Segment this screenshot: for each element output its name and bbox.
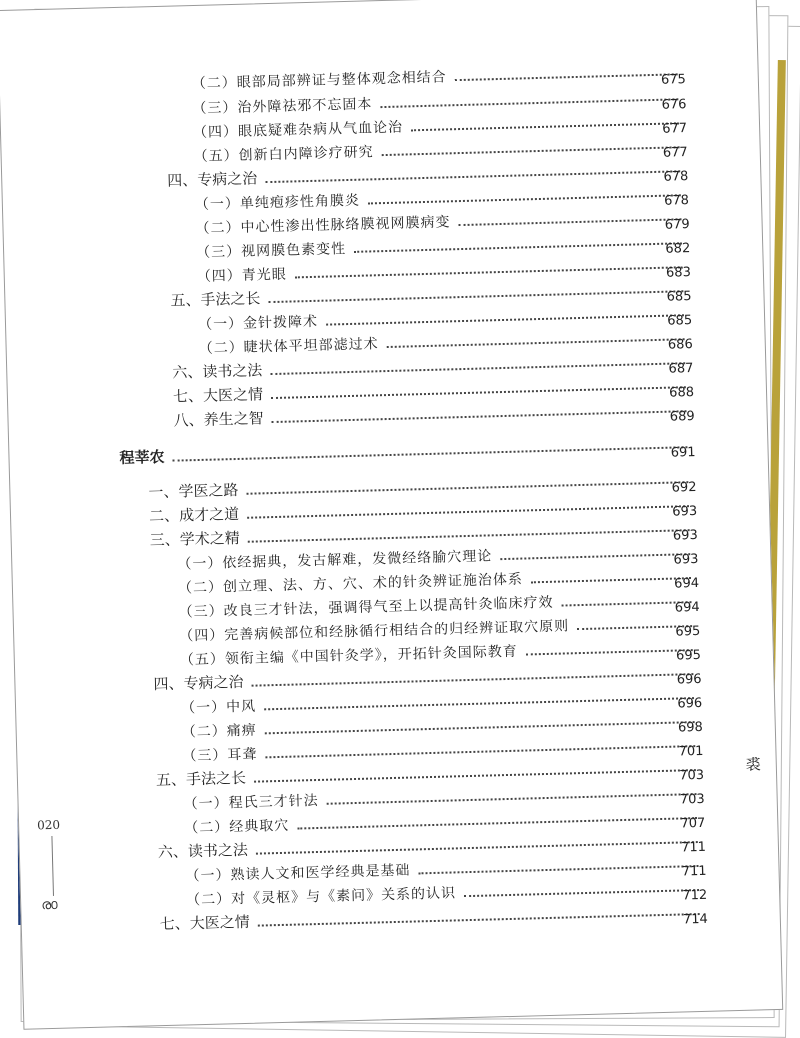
toc-label: （三）耳聋 (182, 746, 258, 765)
toc-page-number: 678 (663, 193, 690, 209)
toc-label: 四、专病之治 (167, 169, 258, 190)
toc-leader-dots (258, 913, 700, 927)
page-number: 020 (36, 817, 61, 833)
toc-leader-dots (500, 553, 690, 560)
toc-page-number: 682 (665, 241, 691, 257)
toc-label: （一）依经据典，发古解难，发微经络腧穴理论 (177, 548, 493, 573)
toc-label: 八、养生之智 (173, 409, 264, 430)
toc-leader-dots (459, 218, 682, 226)
toc-label: 五、手法之长 (155, 768, 247, 790)
toc-label: （三）视网膜色素变性 (195, 241, 347, 261)
toc-page-number: 696 (676, 671, 702, 688)
toc-label: （四）完善病候部位和经脉循行相结合的归经辨证取穴原则 (179, 618, 570, 645)
toc-leader-dots (464, 889, 699, 897)
toc-page-number: 703 (679, 767, 705, 784)
side-character: 裘 (745, 755, 762, 774)
toc-label: （五）领衔主编《中国针灸学》，开拓针灸国际教育 (179, 643, 518, 669)
toc-page-number: 677 (662, 121, 688, 137)
ornament-icon: ര൦ (41, 896, 57, 914)
toc-page-number: 678 (663, 169, 689, 185)
toc-page-number: 686 (667, 337, 693, 353)
toc-page-number: 701 (678, 743, 704, 760)
toc-page-number: 691 (670, 444, 696, 461)
toc-page-number: 698 (677, 719, 703, 736)
toc-page-number: 711 (680, 839, 707, 856)
toc-label: （五）创新白内障诊疗研究 (193, 144, 374, 166)
toc-page-number: 693 (673, 551, 699, 568)
toc-label: （二）睫状体平坦部滤过术 (198, 336, 379, 357)
toc-page-number: 703 (679, 791, 705, 808)
toc-label: 程莘农 (119, 447, 165, 468)
toc-leader-dots (368, 194, 681, 204)
toc-label: （一）金针拨障术 (197, 313, 319, 333)
toc-page-number: 694 (674, 575, 700, 592)
toc-page-number: 694 (674, 599, 700, 616)
toc-label: （一）熟读人文和医学经典是基础 (185, 862, 411, 885)
toc-page-number: 679 (664, 217, 690, 233)
toc-label: （二）中心性渗出性脉络膜视网膜病变 (195, 214, 451, 237)
toc-page-number: 712 (682, 887, 708, 904)
toc-label: （三）治外障祛邪不忘固本 (192, 96, 373, 118)
toc-label: （二）创立理、法、方、穴、术的针灸辨证施治体系 (177, 571, 524, 597)
toc-label: （三）改良三才针法，强调得气至上以提高针灸临床疗效 (178, 594, 554, 621)
toc-label: 二、成才之道 (148, 504, 240, 526)
toc-label: （二）对《灵枢》与《素问》关系的认识 (185, 885, 457, 909)
toc-label: （一）单纯疱疹性角膜炎 (194, 192, 361, 213)
toc-page-number: 687 (668, 361, 694, 377)
toc-leader-dots (272, 410, 687, 423)
toc-page-number: 685 (666, 289, 692, 305)
toc-label: （一）中风 (180, 698, 257, 717)
toc-page-number: 707 (680, 815, 706, 832)
toc-label: 六、读书之法 (157, 840, 249, 862)
toc-label: 三、学术之精 (149, 528, 240, 550)
toc-page-number: 696 (677, 695, 703, 712)
toc-label: 四、专病之治 (153, 672, 244, 694)
toc-label: 七、大医之情 (159, 912, 250, 934)
toc-leader-dots (382, 146, 680, 156)
toc-page-number: 714 (682, 911, 709, 928)
toc-page-number: 685 (667, 313, 693, 329)
toc-label: 七、大医之情 (172, 385, 264, 406)
toc-leader-dots (387, 338, 685, 348)
page-number-rule (51, 836, 54, 896)
toc-leader-dots (455, 73, 678, 81)
toc-page-number: 676 (661, 97, 687, 113)
toc-page-number: 692 (671, 479, 697, 496)
toc-heading (119, 431, 695, 468)
toc-label: 一、学医之路 (148, 480, 239, 502)
toc-page-number: 689 (669, 408, 695, 425)
toc-page-number: 693 (672, 503, 698, 520)
toc-leader-dots (526, 649, 693, 655)
toc-page-number: 695 (675, 647, 702, 664)
toc-leader-dots (173, 446, 688, 461)
toc-label: （二）痛痹 (181, 722, 257, 741)
toc-label: （四）青光眼 (196, 266, 288, 285)
toc-leader-dots (380, 98, 678, 108)
toc-page-number: 683 (665, 265, 692, 281)
toc-label: 六、读书之法 (172, 361, 263, 382)
toc-page-number: 688 (669, 385, 695, 401)
toc-leader-dots (531, 577, 691, 583)
toc-leader-dots (411, 122, 679, 131)
toc-page-number: 693 (672, 527, 698, 544)
toc-label: （二）眼部局部辨证与整体观念相结合 (191, 69, 447, 93)
toc-label: （四）眼底疑难杂病从气血论治 (192, 119, 404, 142)
toc-page-number: 711 (681, 863, 707, 880)
toc-page-number: 677 (662, 145, 688, 161)
toc-leader-dots (562, 601, 692, 606)
toc-label: 五、手法之长 (170, 289, 261, 310)
toc-label: （一）程氏三才针法 (183, 792, 319, 813)
toc-label: （二）经典取穴 (184, 817, 290, 837)
toc-page-number: 675 (660, 72, 687, 88)
toc-leader-dots (354, 242, 682, 253)
toc-page-number: 695 (675, 623, 701, 640)
toc-leader-dots (418, 865, 698, 874)
